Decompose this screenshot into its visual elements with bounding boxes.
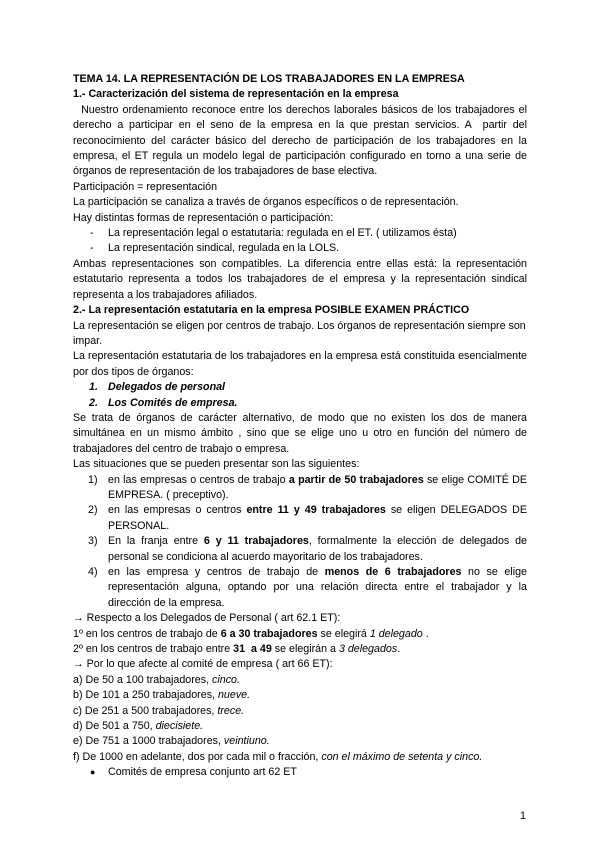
bullet-icon: ●	[90, 767, 96, 778]
situation-bold: 6 y 11 trabajadores	[203, 535, 309, 548]
situation-item	[73, 473, 530, 504]
situation-pre: en las empresa y centros de trabajo de	[108, 566, 325, 578]
comite-line	[73, 688, 527, 703]
comite-italic: con el máximo de setenta y cinco.	[321, 750, 483, 763]
compatibility-paragraph: Ambas representaciones son compatibles. La diferencia entre ellas está: la representación estatutario representa a todos los trabajadores de el empresa y la representación sindical representa a los trabajadores afiliados.	[73, 257, 530, 301]
dash-item-text: La representación sindical, regulada en la LOLS.	[108, 242, 340, 255]
page-number: 1	[520, 810, 526, 822]
document-page	[73, 72, 530, 781]
dash-item-text: La representación legal o estatutaria: regulada en el ET. ( utilizamos ésta)	[108, 227, 457, 240]
centros-paragraph: La representación se eligen por centros de trabajo. Los órganos de representación siempre son impar.	[73, 319, 529, 347]
organ-marker: 2.	[89, 396, 98, 409]
delegados-line	[73, 642, 527, 657]
comite-line	[73, 734, 527, 749]
delegados-pre: 1º en los centros de trabajo de	[73, 627, 221, 640]
comite-pre: a) De 50 a 100 trabajadores,	[73, 673, 213, 686]
comite-pre: f) De 1000 en adelante, dos por cada mil o fracción,	[73, 750, 322, 763]
delegados-bold: 6 a 30 trabajadores	[220, 627, 318, 640]
document-title: TEMA 14. LA REPRESENTACIÓN DE LOS TRABAJADORES EN LA EMPRESA	[73, 73, 465, 85]
organ-list-item	[73, 396, 527, 411]
section-2-heading: 2.- La representación estatutaria en la empresa POSIBLE EXAMEN PRÁCTICO	[73, 304, 470, 317]
organ-list-item	[73, 380, 527, 395]
situation-bold: menos de 6 trabajadores	[324, 566, 462, 578]
comite-pre: e) De 751 a 1000 trabajadores,	[73, 735, 224, 748]
organ-text: Delegados de personal	[108, 381, 226, 394]
situation-marker: 2)	[88, 504, 98, 517]
comite-italic: nueve.	[217, 689, 251, 702]
situation-post: , formalmente la elección de delegados de personal se condiciona al acuerdo mayoritario de los trabajadores.	[108, 535, 530, 563]
participation-channel-line: La participación se canaliza a través de órganos específicos o de representación.	[73, 196, 459, 209]
forms-intro-line: Hay distintas formas de representación o participación:	[73, 211, 334, 224]
comite-italic: cinco.	[212, 673, 240, 686]
situation-item	[73, 503, 530, 534]
organ-marker: 1.	[89, 381, 98, 394]
participation-equals-line: Participación = representación	[73, 180, 218, 193]
comite-pre: c) De 251 a 500 trabajadores,	[73, 704, 218, 717]
situation-post: no se elige representación alguna, optando por una relación directa entre el trabajador y la dirección de la empresa.	[108, 566, 530, 609]
situation-post: se eligen DELEGADOS DE PERSONAL.	[108, 504, 530, 532]
constituida-paragraph: La representación estatutaria de los trabajadores en la empresa está constituida esencialmente por dos tipos de órganos:	[73, 350, 530, 378]
situation-marker: 4)	[88, 566, 98, 578]
situation-pre: en las empresas o centros	[108, 504, 247, 517]
comite-heading: → Por lo que afecte al comité de empresa ( art 66 ET):	[73, 658, 333, 671]
situation-bold: a partir de 50 trabajadores	[288, 473, 424, 486]
situation-pre: en las empresas o centros de trabajo	[108, 473, 289, 486]
delegados-italic: 3 delegados	[338, 643, 398, 656]
delegados-mid: se elegirá	[317, 627, 370, 640]
section-1-paragraph: Nuestro ordenamiento reconoce entre los derechos laborales básicos de los trabajadores el derecho a participar en el seno de la empresa en la que prestan servicios. A partir del reconocimiento del carácter básico del derecho de participación de los trabajadores en la empresa, el ET regula un modelo legal de participación configurado en torno a una serie de órganos de representación de los trabajadores de base electiva.	[73, 103, 530, 178]
situation-item	[73, 565, 530, 611]
delegados-italic: 1 delegado	[369, 627, 423, 640]
comite-pre: b) De 101 a 250 trabajadores,	[73, 689, 218, 702]
delegados-bold: 31 a 49	[233, 643, 272, 656]
situation-marker: 3)	[88, 535, 98, 548]
alternativo-paragraph: Se trata de órganos de carácter alternativo, de modo que no existen los dos de manera simultánea en un mismo ámbito , sino que se elige uno u otro en función del número de trabajadores del centro de trabajo o empresa.	[73, 411, 530, 455]
dash-list-item	[73, 241, 527, 256]
delegados-post: .	[422, 627, 429, 640]
dash-marker: -	[90, 242, 94, 255]
organ-text: Los Comités de empresa.	[108, 396, 238, 409]
bullet-text: Comités de empresa conjunto art 62 ET	[108, 766, 297, 779]
comite-pre: d) De 501 a 750,	[73, 720, 156, 733]
situation-post: se elige COMITÉ DE EMPRESA. ( preceptivo).	[108, 473, 530, 501]
delegados-pre: 2º en los centros de trabajo entre	[73, 643, 234, 656]
comite-line	[73, 704, 527, 719]
situation-pre: En la franja entre	[108, 535, 204, 548]
bullet-item	[73, 765, 527, 780]
situation-marker: 1)	[88, 473, 98, 486]
section-1-heading: 1.- Caracterización del sistema de representación en la empresa	[73, 88, 399, 101]
delegados-heading: → Respecto a los Delegados de Personal ( art 62.1 ET):	[73, 612, 341, 625]
delegados-line	[73, 627, 527, 642]
dash-list-item	[73, 226, 527, 241]
comite-italic: trece.	[217, 704, 245, 717]
situation-bold: entre 11 y 49 trabajadores	[246, 504, 386, 517]
comite-italic: veintiuno.	[223, 735, 270, 748]
delegados-mid: se elegirán a	[271, 643, 339, 656]
delegados-post: .	[397, 643, 401, 656]
situaciones-intro: Las situaciones que se pueden presentar son las siguientes:	[73, 458, 360, 471]
comite-line	[73, 673, 527, 688]
comite-line	[73, 750, 527, 765]
comite-line	[73, 719, 527, 734]
situation-item	[73, 534, 530, 565]
comite-italic: diecisiete.	[155, 720, 204, 733]
dash-marker: -	[90, 227, 94, 240]
